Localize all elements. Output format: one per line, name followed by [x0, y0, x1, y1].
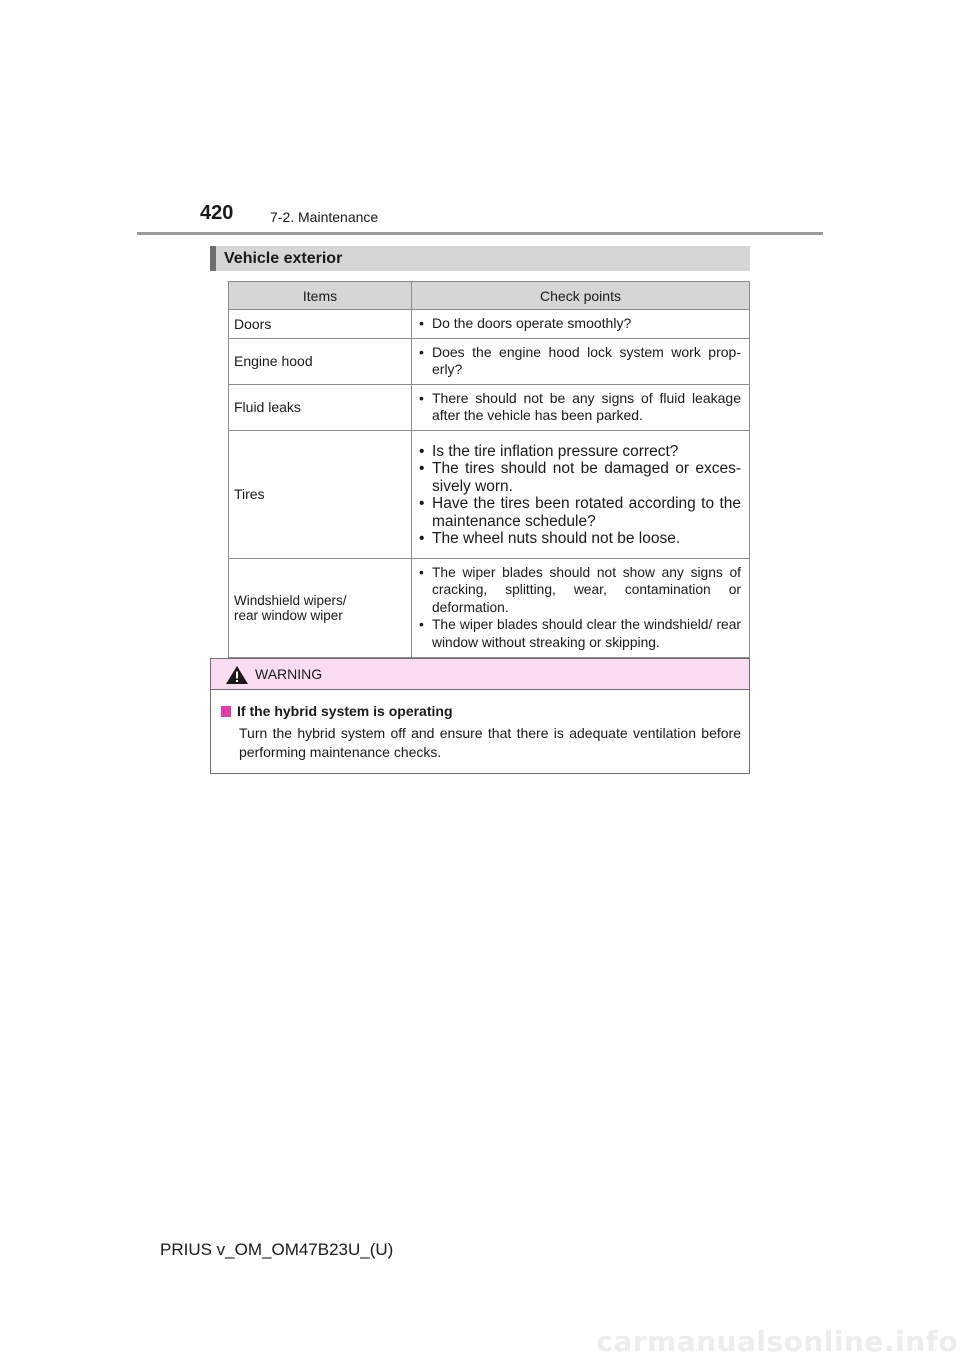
table-row: [229, 310, 750, 339]
table-row: [229, 338, 750, 384]
table-row: [229, 430, 750, 558]
section-label: 7-2. Maintenance: [270, 209, 379, 225]
table-cell-points: [412, 430, 750, 558]
table-cell-points: [412, 558, 750, 657]
warning-title: WARNING: [255, 666, 323, 682]
item-line: rear window wiper: [234, 607, 343, 623]
footer-model-code: PRIUS v_OM_OM47B23U_(U): [160, 1240, 394, 1259]
list-item: • There should not be any signs of fluid leakage after the vehicle has been parked.: [418, 390, 741, 425]
table-cell-item: Tires: [229, 430, 412, 558]
section-heading-text: Vehicle exterior: [224, 250, 343, 267]
warning-triangle-icon: [225, 665, 249, 685]
column-header-items: Items: [229, 282, 412, 310]
list-item: • Is the tire inflation pressure correct?: [418, 443, 741, 461]
list-item: • The wiper blades should clear the windshield/ rear window without streaking or skipping.: [418, 616, 741, 651]
table-cell-item: [229, 558, 412, 657]
warning-item-title-text: If the hybrid system is operating: [237, 703, 453, 719]
table-cell-item: Engine hood: [229, 338, 412, 384]
list-item: • The tires should not be damaged or exces-sively worn.: [418, 460, 741, 495]
warning-body: [211, 690, 749, 762]
table-cell-item: Fluid leaks: [229, 384, 412, 430]
table-cell-points: [412, 310, 750, 339]
check-table: [228, 281, 750, 658]
square-bullet-icon: [221, 706, 231, 717]
item-line: Windshield wipers/: [234, 592, 347, 608]
table-row: [229, 384, 750, 430]
watermark: carmanualsonline.info: [596, 1325, 958, 1358]
warning-box: [210, 658, 750, 774]
table-header-row: [229, 282, 750, 310]
table-cell-points: [412, 338, 750, 384]
list-item: • The wheel nuts should not be loose.: [418, 530, 741, 548]
table-cell-item: Doors: [229, 310, 412, 339]
section-heading: [210, 246, 750, 271]
warning-header: [211, 659, 749, 690]
warning-item-title: [221, 703, 741, 719]
table-cell-points: [412, 384, 750, 430]
header-rule: [137, 232, 823, 235]
list-item: • Does the engine hood lock system work prop-erly?: [418, 344, 741, 379]
list-item: • Have the tires been rotated according to the maintenance schedule?: [418, 495, 741, 530]
warning-text: Turn the hybrid system off and ensure that there is adequate ventilation before performing maintenance checks.: [239, 725, 741, 760]
page-number: 420: [200, 202, 234, 224]
list-item: • The wiper blades should not show any signs of cracking, splitting, wear, contamination or deformation.: [418, 564, 741, 617]
table-row: [229, 558, 750, 657]
column-header-check-points: Check points: [412, 282, 750, 310]
list-item: • Do the doors operate smoothly?: [418, 315, 741, 333]
